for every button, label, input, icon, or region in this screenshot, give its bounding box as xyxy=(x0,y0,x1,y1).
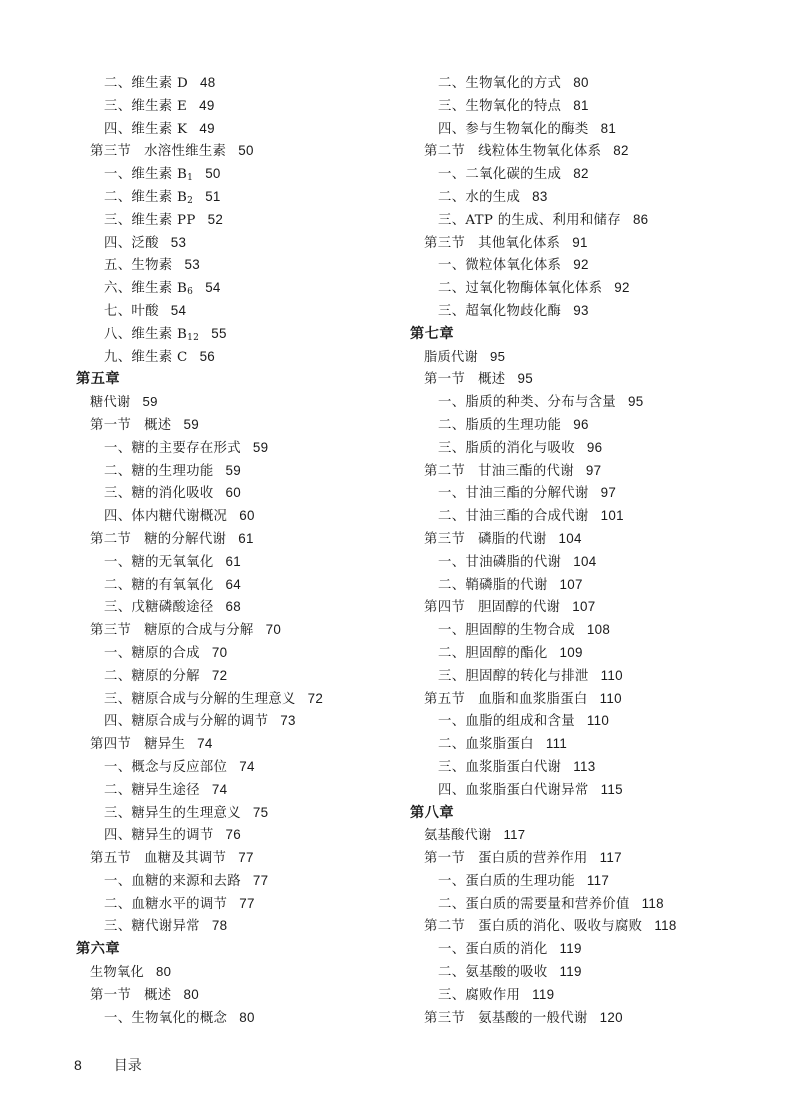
page-ref: 61 xyxy=(225,553,242,569)
section-title: 糖的分解代谢 xyxy=(144,531,227,547)
toc-item[interactable] xyxy=(76,277,396,300)
toc-item[interactable] xyxy=(410,163,790,186)
entry-title: 二、维生素 D xyxy=(104,76,189,91)
section-label: 第二节 xyxy=(424,463,466,479)
page-ref: 55 xyxy=(211,325,227,341)
page-ref: 107 xyxy=(559,576,583,592)
toc-section[interactable] xyxy=(410,1007,790,1030)
toc-item[interactable] xyxy=(410,938,790,961)
entry-title: 三、脂质的消化与吸收 xyxy=(438,440,575,456)
page-ref: 75 xyxy=(252,804,269,820)
toc-item[interactable] xyxy=(76,72,396,95)
entry-title: 七、叶酸 xyxy=(104,303,159,319)
toc-item[interactable] xyxy=(410,756,790,779)
entry-title: 一、糖的主要存在形式 xyxy=(104,440,241,456)
entry-title: 二、糖的生理功能 xyxy=(104,463,214,479)
entry-title: 二、蛋白质的需要量和营养价值 xyxy=(438,896,630,912)
toc-item[interactable] xyxy=(76,482,396,505)
page-ref: 78 xyxy=(211,918,228,934)
toc-item[interactable] xyxy=(410,95,790,118)
entry-title: 一、血糖的来源和去路 xyxy=(104,873,241,889)
page-ref: 74 xyxy=(239,758,255,774)
page-ref: 51 xyxy=(205,188,221,204)
page-ref: 97 xyxy=(585,462,602,478)
page-ref: 53 xyxy=(184,257,200,273)
entry-subscript: 1 xyxy=(187,173,194,184)
section-title: 其他氧化体系 xyxy=(478,235,561,251)
section-label: 第一节 xyxy=(90,987,132,1003)
page-ref: 120 xyxy=(599,1009,623,1025)
page-ref: 104 xyxy=(573,553,597,569)
page-ref: 64 xyxy=(225,576,242,592)
toc-item[interactable] xyxy=(410,414,790,437)
entry-title: 一、胆固醇的生物合成 xyxy=(438,623,575,639)
page-ref: 59 xyxy=(225,462,242,478)
toc-item[interactable] xyxy=(410,870,790,893)
toc-item[interactable] xyxy=(76,688,396,711)
section-title: 线粒体生物氧化体系 xyxy=(478,144,602,160)
entry-title: 二、脂质的生理功能 xyxy=(438,417,562,433)
page-ref: 73 xyxy=(280,713,296,729)
toc-item[interactable] xyxy=(76,551,396,574)
entry-title: 九、维生素 C xyxy=(104,349,188,365)
toc-section[interactable] xyxy=(410,528,790,551)
toc-item[interactable] xyxy=(410,779,790,802)
page-ref: 83 xyxy=(532,188,548,204)
entry-title: 三、血浆脂蛋白代谢 xyxy=(438,759,562,775)
toc-item[interactable] xyxy=(410,505,790,528)
toc-item[interactable] xyxy=(410,437,790,460)
section-label: 第四节 xyxy=(90,737,132,753)
section-label: 第五节 xyxy=(424,691,466,707)
page-ref: 113 xyxy=(573,758,596,774)
entry-title: 六、维生素 B xyxy=(104,281,188,297)
entry-title: 三、糖的消化吸收 xyxy=(104,486,214,502)
page-ref: 77 xyxy=(238,850,254,866)
section-label: 第三节 xyxy=(424,1010,466,1026)
section-title: 水溶性维生素 xyxy=(144,144,227,160)
page-ref: 74 xyxy=(211,781,228,797)
page-ref: 93 xyxy=(573,302,589,318)
page-ref: 77 xyxy=(252,872,269,888)
page-ref: 109 xyxy=(559,644,583,660)
toc-item[interactable] xyxy=(410,72,790,95)
section-label: 第二节 xyxy=(424,144,466,160)
toc-left-column xyxy=(76,72,396,1029)
running-title: 目录 xyxy=(113,1058,142,1074)
entry-title: 二、胆固醇的酯化 xyxy=(438,645,548,661)
entry-title: 二、血糖水平的调节 xyxy=(104,896,228,912)
toc-section[interactable] xyxy=(410,460,790,483)
section-title: 糖原的合成与分解 xyxy=(144,623,254,639)
entry-title: 四、泛酸 xyxy=(104,235,159,251)
page-ref: 61 xyxy=(238,530,254,546)
entry-title: 一、脂质的种类、分布与含量 xyxy=(438,395,616,411)
toc-section[interactable] xyxy=(410,847,790,870)
page-ref: 115 xyxy=(600,781,623,797)
page-ref: 70 xyxy=(211,644,228,660)
entry-title: 二、甘油三酯的合成代谢 xyxy=(438,509,589,525)
page-ref: 108 xyxy=(586,622,611,638)
toc-section[interactable] xyxy=(410,688,790,711)
section-label: 第二节 xyxy=(90,531,132,547)
page-ref: 80 xyxy=(155,964,172,980)
toc-item[interactable] xyxy=(76,915,396,938)
section-title: 磷脂的代谢 xyxy=(478,531,547,547)
section-title: 血糖及其调节 xyxy=(144,851,227,867)
toc-section[interactable] xyxy=(410,140,790,163)
page-ref: 81 xyxy=(573,97,589,113)
page-ref: 118 xyxy=(641,895,664,911)
section-title: 蛋白质的营养作用 xyxy=(478,851,588,867)
section-label: 第四节 xyxy=(424,600,466,616)
entry-title: 三、糖异生的生理意义 xyxy=(104,805,241,821)
page-ref: 68 xyxy=(225,599,242,615)
page-ref: 95 xyxy=(627,394,644,410)
toc-item[interactable] xyxy=(410,665,790,688)
toc-right-column xyxy=(410,72,790,1029)
page-ref: 56 xyxy=(199,348,216,364)
entry-title: 三、胆固醇的转化与排泄 xyxy=(438,668,589,684)
toc-item[interactable] xyxy=(76,323,396,346)
toc-item[interactable] xyxy=(76,460,396,483)
page-ref: 82 xyxy=(573,166,589,182)
toc-item[interactable] xyxy=(76,346,396,369)
toc-item[interactable] xyxy=(76,893,396,916)
entry-title: 糖代谢 xyxy=(90,395,131,411)
entry-title: 三、糖原合成与分解的生理意义 xyxy=(104,691,296,707)
section-label: 第二节 xyxy=(424,919,466,935)
toc-topic[interactable] xyxy=(76,391,396,414)
page-ref: 95 xyxy=(489,348,506,364)
entry-title: 一、甘油磷脂的代谢 xyxy=(438,554,562,570)
page-ref: 96 xyxy=(586,439,603,455)
toc-item[interactable] xyxy=(76,710,396,733)
entry-title: 一、维生素 B xyxy=(104,167,188,183)
entry-title: 二、糖的有氧氧化 xyxy=(104,577,214,593)
toc-item[interactable] xyxy=(410,300,790,323)
page-ref: 59 xyxy=(142,394,158,410)
toc-chapter: 第六章 xyxy=(76,941,121,958)
page-ref: 117 xyxy=(599,850,622,866)
entry-title: 一、蛋白质的消化 xyxy=(438,942,548,958)
entry-title: 三、糖代谢异常 xyxy=(104,919,200,935)
page-ref: 60 xyxy=(225,485,242,501)
section-title: 概述 xyxy=(144,417,172,433)
toc-item[interactable] xyxy=(76,95,396,118)
entry-title: 二、糖异生途径 xyxy=(104,782,200,798)
toc-item[interactable] xyxy=(410,733,790,756)
section-title: 氨基酸的一般代谢 xyxy=(478,1010,588,1026)
page-ref: 77 xyxy=(239,895,255,911)
toc-item[interactable] xyxy=(76,824,396,847)
section-label: 第三节 xyxy=(90,623,132,639)
toc-item[interactable] xyxy=(410,118,790,141)
toc-item[interactable] xyxy=(410,391,790,414)
toc-item[interactable] xyxy=(76,756,396,779)
toc-section[interactable] xyxy=(76,528,396,551)
section-title: 蛋白质的消化、吸收与腐败 xyxy=(478,919,643,935)
page-ref: 59 xyxy=(183,416,199,432)
toc-item[interactable] xyxy=(410,710,790,733)
page-ref: 60 xyxy=(239,508,255,524)
entry-title: 一、概念与反应部位 xyxy=(104,759,228,775)
toc-item[interactable] xyxy=(76,254,396,277)
toc-item[interactable] xyxy=(76,505,396,528)
page-number: 8 xyxy=(74,1057,82,1073)
page-ref: 107 xyxy=(572,599,596,615)
toc-item[interactable] xyxy=(410,893,790,916)
toc-item[interactable] xyxy=(76,209,396,232)
page-ref: 110 xyxy=(586,713,610,729)
page-ref: 54 xyxy=(170,302,187,318)
entry-title: 二、氨基酸的吸收 xyxy=(438,965,548,981)
page-ref: 92 xyxy=(614,280,630,296)
page-ref: 72 xyxy=(307,690,324,706)
page-ref: 104 xyxy=(558,530,582,546)
toc-section[interactable] xyxy=(410,232,790,255)
page-footer xyxy=(74,1055,142,1075)
page-ref: 74 xyxy=(197,736,213,752)
page-ref: 110 xyxy=(600,667,623,683)
toc-item[interactable] xyxy=(76,802,396,825)
page-ref: 86 xyxy=(632,211,649,227)
entry-title: 脂质代谢 xyxy=(424,349,478,365)
page-ref: 70 xyxy=(265,622,282,638)
toc-section[interactable] xyxy=(76,847,396,870)
page-ref: 48 xyxy=(200,75,216,90)
section-label: 第三节 xyxy=(424,235,466,251)
page-ref: 80 xyxy=(239,1009,255,1025)
toc-item[interactable] xyxy=(76,232,396,255)
entry-title: 氨基酸代谢 xyxy=(424,828,492,844)
toc-item[interactable] xyxy=(76,186,396,209)
page-ref: 117 xyxy=(503,827,526,843)
entry-title: 一、糖的无氧氧化 xyxy=(104,554,214,570)
page-ref: 97 xyxy=(600,485,617,501)
page-ref: 117 xyxy=(586,872,610,888)
toc-section[interactable] xyxy=(410,915,790,938)
page-ref: 80 xyxy=(573,75,589,90)
entry-title: 二、维生素 B xyxy=(104,189,188,205)
section-title: 糖异生 xyxy=(144,737,186,753)
page-ref: 81 xyxy=(600,120,617,136)
toc-item[interactable] xyxy=(76,870,396,893)
toc-section[interactable] xyxy=(76,619,396,642)
toc-item[interactable] xyxy=(410,551,790,574)
section-label: 第一节 xyxy=(424,372,466,388)
toc-topic[interactable] xyxy=(76,961,396,984)
toc-item[interactable] xyxy=(410,642,790,665)
toc-item[interactable] xyxy=(410,619,790,642)
entry-title: 二、糖原的分解 xyxy=(104,668,200,684)
toc-item[interactable] xyxy=(410,482,790,505)
section-label: 第一节 xyxy=(90,417,132,433)
toc-chapter: 第五章 xyxy=(76,371,121,388)
toc-chapter: 第八章 xyxy=(410,804,455,821)
page-ref: 59 xyxy=(252,439,269,455)
entry-title: 三、维生素 E xyxy=(104,98,188,114)
toc-item[interactable] xyxy=(76,437,396,460)
entry-title: 一、微粒体氧化体系 xyxy=(438,258,562,274)
toc-item[interactable] xyxy=(410,209,790,232)
page-ref: 50 xyxy=(238,143,254,159)
toc-item[interactable] xyxy=(410,277,790,300)
toc-item[interactable] xyxy=(76,574,396,597)
toc-item[interactable] xyxy=(76,642,396,665)
toc-item[interactable] xyxy=(76,665,396,688)
toc-section[interactable] xyxy=(76,414,396,437)
toc-item[interactable] xyxy=(76,1007,396,1030)
page-ref: 96 xyxy=(573,416,589,432)
page-ref: 76 xyxy=(225,827,242,843)
page-ref: 54 xyxy=(205,280,221,296)
entry-title: 二、水的生成 xyxy=(438,189,521,205)
page-ref: 53 xyxy=(170,234,187,250)
page-ref: 92 xyxy=(573,257,589,273)
entry-title: 四、血浆脂蛋白代谢异常 xyxy=(438,782,589,798)
toc-item[interactable] xyxy=(76,779,396,802)
entry-title: 二、过氧化物酶体氧化体系 xyxy=(438,281,603,297)
toc-item[interactable] xyxy=(410,254,790,277)
entry-subscript: 6 xyxy=(187,287,194,298)
toc-item[interactable] xyxy=(76,118,396,141)
section-label: 第一节 xyxy=(424,851,466,867)
section-title: 胆固醇的代谢 xyxy=(478,600,561,616)
entry-title: 一、蛋白质的生理功能 xyxy=(438,873,575,889)
entry-title: 四、维生素 K xyxy=(104,121,188,137)
entry-title: 二、血浆脂蛋白 xyxy=(438,737,534,753)
page-ref: 119 xyxy=(532,986,555,1002)
section-label: 第五节 xyxy=(90,851,132,867)
entry-title: 一、生物氧化的概念 xyxy=(104,1010,228,1026)
section-title: 概述 xyxy=(144,987,172,1003)
entry-title: 三、超氧化物歧化酶 xyxy=(438,303,562,319)
entry-title: 四、糖原合成与分解的调节 xyxy=(104,714,269,730)
entry-title: 五、生物素 xyxy=(104,258,173,274)
entry-title: 一、二氧化碳的生成 xyxy=(438,167,562,183)
section-label: 第三节 xyxy=(424,531,466,547)
section-label: 第三节 xyxy=(90,144,132,160)
toc-section[interactable] xyxy=(76,984,396,1007)
entry-title: 三、生物氧化的特点 xyxy=(438,98,562,114)
toc-section[interactable] xyxy=(410,368,790,391)
entry-subscript: 2 xyxy=(187,195,194,206)
entry-title: 二、生物氧化的方式 xyxy=(438,76,562,91)
section-title: 血脂和血浆脂蛋白 xyxy=(478,691,588,707)
entry-title: 三、维生素 PP xyxy=(104,212,196,228)
entry-title: 四、糖异生的调节 xyxy=(104,828,214,844)
page-ref: 110 xyxy=(599,690,622,706)
toc-section[interactable] xyxy=(410,596,790,619)
page-ref: 80 xyxy=(183,986,199,1002)
page-ref: 118 xyxy=(654,918,677,934)
entry-title: 二、鞘磷脂的代谢 xyxy=(438,577,548,593)
entry-title: 四、参与生物氧化的酶类 xyxy=(438,121,589,137)
page-ref: 50 xyxy=(205,166,221,182)
entry-title: 三、腐败作用 xyxy=(438,987,521,1003)
page-ref: 111 xyxy=(545,736,568,752)
toc-section[interactable] xyxy=(76,140,396,163)
section-title: 甘油三酯的代谢 xyxy=(478,463,574,479)
toc-item[interactable] xyxy=(410,984,790,1007)
entry-title: 生物氧化 xyxy=(90,965,144,981)
toc-item[interactable] xyxy=(76,300,396,323)
entry-title: 一、糖原的合成 xyxy=(104,645,200,661)
page-ref: 119 xyxy=(559,941,582,957)
entry-title: 八、维生素 B xyxy=(104,326,188,342)
entry-title: 四、体内糖代谢概况 xyxy=(104,509,228,525)
section-title: 概述 xyxy=(478,372,506,388)
page-ref: 95 xyxy=(517,371,533,387)
toc-item[interactable] xyxy=(410,961,790,984)
toc-item[interactable] xyxy=(410,574,790,597)
page-ref: 101 xyxy=(600,508,624,524)
entry-title: 一、血脂的组成和含量 xyxy=(438,714,575,730)
page-ref: 119 xyxy=(559,964,582,980)
toc-item[interactable] xyxy=(76,163,396,186)
entry-title: 一、甘油三酯的分解代谢 xyxy=(438,486,589,502)
toc-topic[interactable] xyxy=(410,824,790,847)
toc-item[interactable] xyxy=(410,186,790,209)
page-ref: 49 xyxy=(199,120,215,136)
toc-topic[interactable] xyxy=(410,346,790,369)
page-ref: 82 xyxy=(613,143,629,159)
page-ref: 52 xyxy=(207,211,224,227)
entry-title: 三、戊糖磷酸途径 xyxy=(104,600,214,616)
entry-title: 三、ATP 的生成、利用和储存 xyxy=(438,212,621,228)
page-ref: 91 xyxy=(572,234,588,250)
entry-subscript: 12 xyxy=(187,332,200,343)
toc-section[interactable] xyxy=(76,733,396,756)
toc-chapter: 第七章 xyxy=(410,325,455,342)
page-ref: 72 xyxy=(211,667,228,683)
page-ref: 49 xyxy=(199,97,215,113)
toc-item[interactable] xyxy=(76,596,396,619)
